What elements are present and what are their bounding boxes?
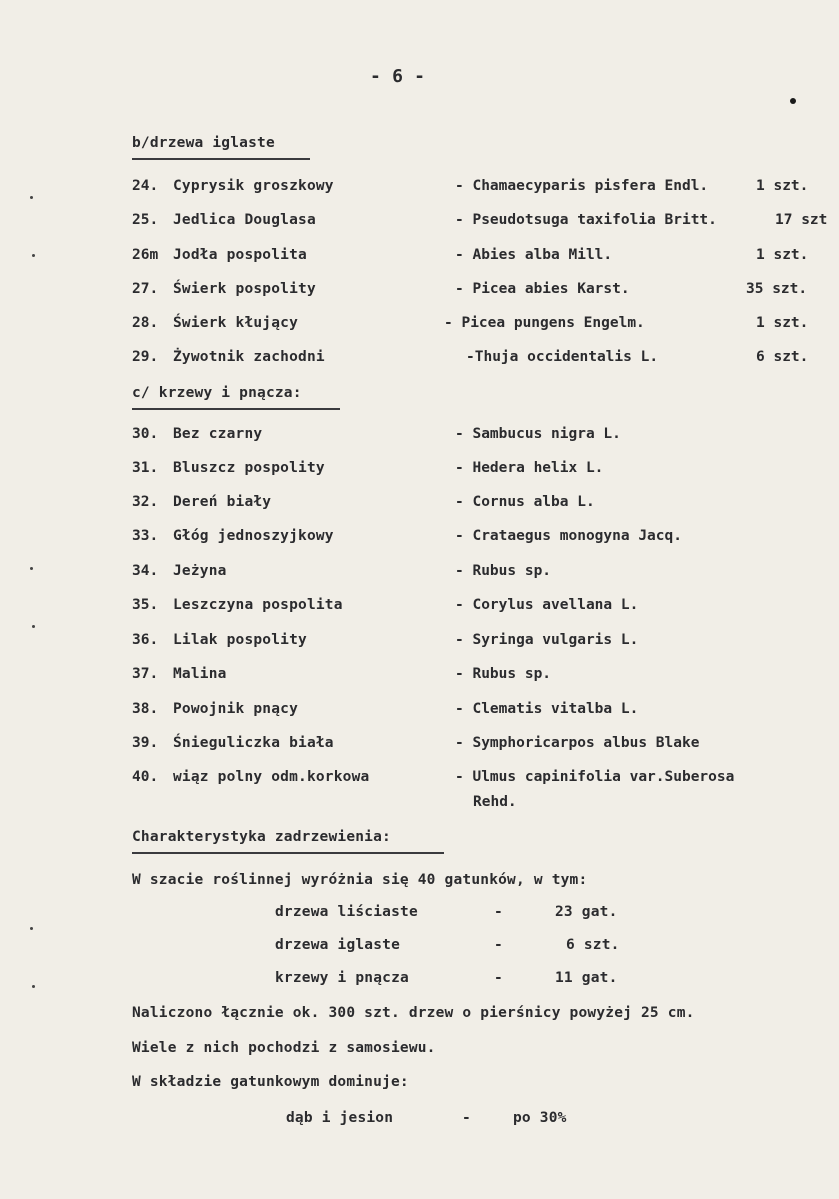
latin-name: - Rubus sp. (455, 666, 552, 682)
species-name: Świerk pospolity (173, 281, 316, 297)
latin-name: - Crataegus monogyna Jacq. (455, 528, 682, 544)
quantity: 17 szt (775, 212, 828, 228)
species-name: Jedlica Douglasa (173, 212, 316, 228)
row-number: 33. (132, 528, 159, 544)
breakdown-value: 6 szt. (566, 937, 620, 953)
section-c-underline (132, 408, 340, 410)
dominant-value: po 30% (513, 1110, 567, 1126)
section-c-heading: c/ krzewy i pnącza: (132, 385, 302, 401)
species-name: wiąz polny odm.korkowa (173, 769, 370, 785)
breakdown-dash: - (494, 937, 503, 953)
species-name: Jodła pospolita (173, 247, 307, 263)
margin-mark (32, 254, 35, 257)
ink-mark (790, 98, 796, 104)
latin-name: - Hedera helix L. (455, 460, 604, 476)
latin-name: - Corylus avellana L. (455, 597, 639, 613)
latin-name: - Picea abies Karst. (455, 281, 630, 297)
latin-name: - Chamaecyparis pisfera Endl. (455, 178, 709, 194)
breakdown-dash: - (494, 970, 503, 986)
quantity: 1 szt. (756, 178, 809, 194)
latin-name: - Pseudotsuga taxifolia Britt. (455, 212, 717, 228)
characteristics-heading: Charakterystyka zadrzewienia: (132, 829, 391, 845)
characteristics-intro: W szacie roślinnej wyróżnia się 40 gatunków, w tym: (132, 872, 588, 888)
dominant-dash: - (462, 1110, 471, 1126)
breakdown-value: 23 gat. (555, 904, 618, 920)
row-number: 40. (132, 769, 159, 785)
row-number: 28. (132, 315, 159, 331)
row-number: 37. (132, 666, 159, 682)
row-number: 26m (132, 247, 159, 263)
breakdown-dash: - (494, 904, 503, 920)
summary-line-2: Wiele z nich pochodzi z samosiewu. (132, 1040, 436, 1056)
quantity: 1 szt. (756, 315, 809, 331)
row-number: 24. (132, 178, 159, 194)
latin-name: - Syringa vulgaris L. (455, 632, 639, 648)
row-number: 29. (132, 349, 159, 365)
row-number: 36. (132, 632, 159, 648)
margin-mark (30, 196, 33, 199)
latin-name: -Thuja occidentalis L. (466, 349, 659, 365)
margin-mark (30, 927, 33, 930)
row-number: 32. (132, 494, 159, 510)
species-name: Głóg jednoszyjkowy (173, 528, 334, 544)
characteristics-underline (132, 852, 444, 854)
latin-name: - Ulmus capinifolia var.Suberosa (455, 769, 735, 785)
species-name: Żywotnik zachodni (173, 349, 325, 365)
row-number: 39. (132, 735, 159, 751)
species-name: Powojnik pnący (173, 701, 299, 717)
page-number: - 6 - (370, 66, 426, 87)
species-name: Bez czarny (173, 426, 263, 442)
species-name: Cyprysik groszkowy (173, 178, 334, 194)
breakdown-label: drzewa liściaste (275, 904, 418, 920)
row-number: 27. (132, 281, 159, 297)
species-name: Jeżyna (173, 563, 227, 579)
section-b-underline (132, 158, 310, 160)
breakdown-label: krzewy i pnącza (275, 970, 409, 986)
latin-name: - Clematis vitalba L. (455, 701, 639, 717)
latin-name: - Cornus alba L. (455, 494, 595, 510)
dominant-label: dąb i jesion (286, 1110, 394, 1126)
margin-mark (32, 985, 35, 988)
species-name: Malina (173, 666, 227, 682)
row-number: 30. (132, 426, 159, 442)
summary-line-1: Naliczono łącznie ok. 300 szt. drzew o pierśnicy powyżej 25 cm. (132, 1005, 695, 1021)
species-name: Lilak pospolity (173, 632, 307, 648)
section-b-heading: b/drzewa iglaste (132, 135, 275, 151)
row-number: 34. (132, 563, 159, 579)
row-number: 31. (132, 460, 159, 476)
row-number: 25. (132, 212, 159, 228)
latin-name: - Abies alba Mill. (455, 247, 613, 263)
row-number: 35. (132, 597, 159, 613)
row-number: 38. (132, 701, 159, 717)
breakdown-label: drzewa iglaste (275, 937, 401, 953)
species-name: Bluszcz pospolity (173, 460, 325, 476)
margin-mark (30, 567, 33, 570)
latin-name: - Symphoricarpos albus Blake (455, 735, 700, 751)
latin-name: - Sambucus nigra L. (455, 426, 621, 442)
species-name: Świerk kłujący (173, 315, 299, 331)
latin-name: - Rubus sp. (455, 563, 552, 579)
latin-name: - Picea pungens Engelm. (444, 315, 645, 331)
species-name: Leszczyna pospolita (173, 597, 343, 613)
latin-name-continued: Rehd. (473, 794, 517, 810)
quantity: 6 szt. (756, 349, 809, 365)
summary-line-3: W składzie gatunkowym dominuje: (132, 1074, 409, 1090)
breakdown-value: 11 gat. (555, 970, 618, 986)
quantity: 1 szt. (756, 247, 809, 263)
quantity: 35 szt. (746, 281, 808, 297)
species-name: Dereń biały (173, 494, 272, 510)
margin-mark (32, 625, 35, 628)
species-name: Śnieguliczka biała (173, 735, 334, 751)
